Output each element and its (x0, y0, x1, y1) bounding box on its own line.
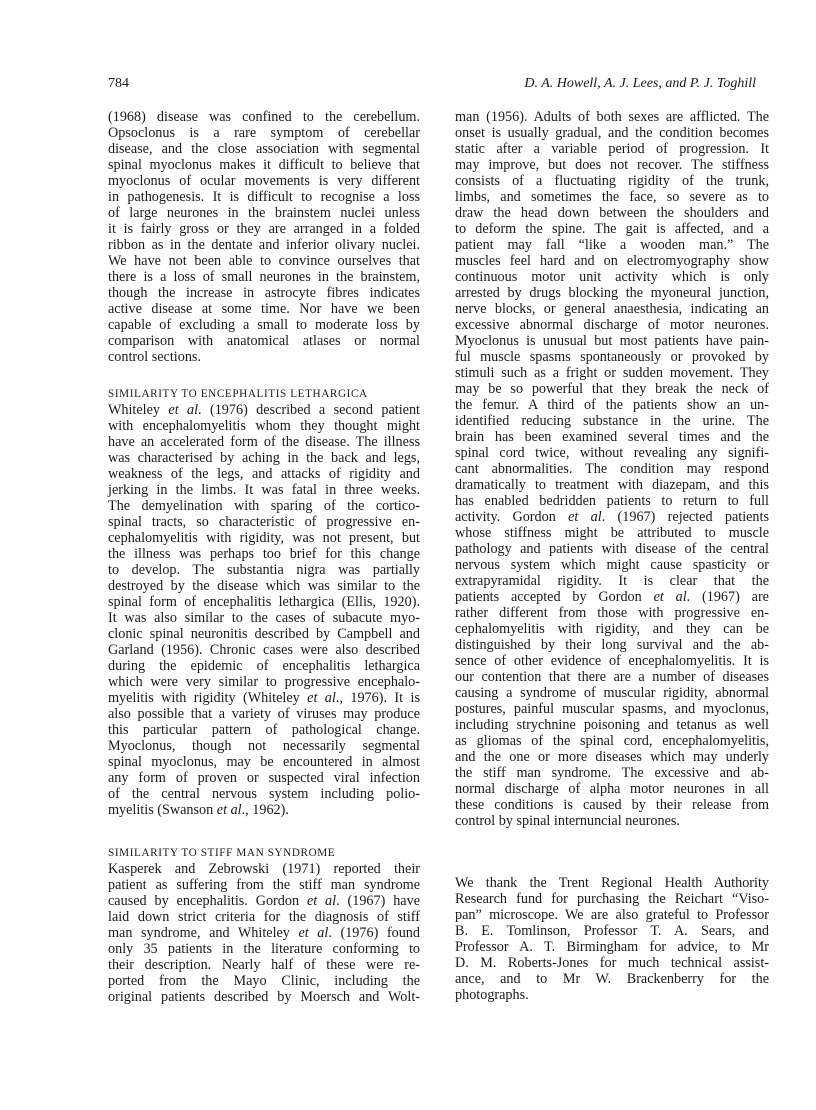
text-line: pan” microscope. We are also grateful to Professor (455, 907, 769, 923)
text-line: muscles feel hard and on electromyography show (455, 253, 769, 269)
text-line: distinguished by their long survival and the ab- (455, 637, 769, 653)
text-line: (1968) disease was confined to the cerebellum. (108, 109, 420, 125)
left-column (108, 109, 420, 1005)
paragraph-stiff-man-continued (455, 109, 769, 829)
running-head-authors: D. A. Howell, A. J. Lees, and P. J. Toghill (524, 76, 756, 91)
text-line: The demyelination with sparing of the cortico- (108, 498, 420, 514)
text-line: whose stiffness might be attributed to muscle (455, 525, 769, 541)
text-line: as gliomas of the spinal cord, encephalomyelitis, (455, 733, 769, 749)
text-line: man syndrome, and Whiteley et al. (1976) found (108, 925, 420, 941)
text-line: the stiff man syndrome. The excessive and ab- (455, 765, 769, 781)
text-line: spinal myoclonus, may be encountered in almost (108, 754, 420, 770)
text-line: ful muscle spasms spontaneously or provoked by (455, 349, 769, 365)
text-line: our contention that there are a number of diseases (455, 669, 769, 685)
text-line: have an accelerated form of the disease. The illness (108, 434, 420, 450)
text-line: brain has been examined several times and the (455, 429, 769, 445)
text-line: weakness of the legs, and attacks of rigidity and (108, 466, 420, 482)
text-line: these conditions is caused by their release from (455, 797, 769, 813)
text-line: pathology and patients with disease of the central (455, 541, 769, 557)
page-number: 784 (108, 76, 129, 91)
text-line: of the central nervous system including polio- (108, 786, 420, 802)
text-line: Whiteley et al. (1976) described a second patient (108, 402, 420, 418)
text-line: Myoclonus is unusual but most patients have pain- (455, 333, 769, 349)
text-line: stimuli such as a fright or sudden movement. They (455, 365, 769, 381)
text-line: consists of a fluctuating rigidity of the trunk, (455, 173, 769, 189)
text-line: though the increase in astrocyte fibres indicates (108, 285, 420, 301)
text-line: continuous motor unit activity which is only (455, 269, 769, 285)
text-line: Myoclonus, though not necessarily segmental (108, 738, 420, 754)
text-line: D. M. Roberts-Jones for much technical assist- (455, 955, 769, 971)
text-line: We thank the Trent Regional Health Authority (455, 875, 769, 891)
text-line: postures, painful muscular spasms, and myoclonus, (455, 701, 769, 717)
text-line: cephalomyelitis with rigidity, and they can be (455, 621, 769, 637)
text-line: causing a syndrome of muscular rigidity, abnormal (455, 685, 769, 701)
paragraph-cerebellum (108, 109, 420, 365)
text-line: activity. Gordon et al. (1967) rejected patients (455, 509, 769, 525)
text-line: control sections. (108, 349, 201, 365)
text-line: spinal cord twice, without revealing any signifi- (455, 445, 769, 461)
text-line: arrested by drugs blocking the myoneural junction, (455, 285, 769, 301)
text-line: disease, and the close association with segmental (108, 141, 420, 157)
text-line: Professor A. T. Birmingham for advice, to Mr (455, 939, 769, 955)
text-line: their description. Nearly half of these were re- (108, 957, 420, 973)
text-line: to deform the spine. The gait is affected, and a (455, 221, 769, 237)
text-line: ported from the Mayo Clinic, including the (108, 973, 420, 989)
section-heading-encephalitis-lethargica: SIMILARITY TO ENCEPHALITIS LETHARGICA (108, 388, 368, 400)
text-line: limbs, and sometimes the face, so severe as to (455, 189, 769, 205)
text-line: of large neurones in the brainstem nuclei unless (108, 205, 420, 221)
text-line: may improve, but does not recover. The stiffness (455, 157, 769, 173)
section-heading-stiff-man-syndrome: SIMILARITY TO STIFF MAN SYNDROME (108, 847, 336, 859)
text-line: patient may fall “like a wooden man.” The (455, 237, 769, 253)
text-line: sence of other evidence of encephalomyelitis. It is (455, 653, 769, 669)
text-line: original patients described by Moersch and Wolt- (108, 989, 420, 1005)
text-line: control by spinal internuncial neurones. (455, 813, 680, 829)
text-line: dramatically to treatment with diazepam, and this (455, 477, 769, 493)
text-line: rather different from those with progressive en- (455, 605, 769, 621)
section-gap (455, 829, 769, 875)
text-line: with encephalomyelitis whom they thought might (108, 418, 420, 434)
paragraph-stiff-man-syndrome (108, 861, 420, 1005)
text-line: Research fund for purchasing the Reichart “Viso- (455, 891, 769, 907)
paragraph-acknowledgements (455, 875, 769, 1003)
text-line: ance, and to Mr W. Brackenberry for the (455, 971, 769, 987)
text-line: the illness was perhaps too brief for this change (108, 546, 420, 562)
text-line: this particular pattern of pathological change. (108, 722, 420, 738)
text-line: man (1956). Adults of both sexes are afflicted. The (455, 109, 769, 125)
text-line: We have not been able to convince ourselves that (108, 253, 420, 269)
text-line: draw the head down between the shoulders and (455, 205, 769, 221)
text-line: during the epidemic of encephalitis lethargica (108, 658, 420, 674)
text-line: cephalomyelitis with rigidity, was not present, but (108, 530, 420, 546)
text-line: excessive abnormal discharge of motor neurones. (455, 317, 769, 333)
text-line: normal discharge of alpha motor neurones in all (455, 781, 769, 797)
text-line: myelitis (Swanson et al., 1962). (108, 802, 289, 818)
text-line: cant abnormalities. The condition may respond (455, 461, 769, 477)
text-line: onset is usually gradual, and the condition becomes (455, 125, 769, 141)
paragraph-encephalitis-lethargica (108, 402, 420, 818)
text-line: it is fairly gross or they are arranged in a folded (108, 221, 420, 237)
text-line: in pathogenesis. It is difficult to recognise a loss (108, 189, 420, 205)
text-line: Kasperek and Zebrowski (1971) reported their (108, 861, 420, 877)
text-line: only 35 patients in the literature conforming to (108, 941, 420, 957)
text-line: spinal form of encephalitis lethargica (Ellis, 1920). (108, 594, 420, 610)
text-line: myoclonus of ocular movements is very different (108, 173, 420, 189)
text-line: caused by encephalitis. Gordon et al. (1967) have (108, 893, 420, 909)
text-line: may be so powerful that they break the neck of (455, 381, 769, 397)
text-line: including strychnine poisoning and tetanus as well (455, 717, 769, 733)
text-line: Opsoclonus is a rare symptom of cerebellar (108, 125, 420, 141)
text-line: nerve blocks, or general anaesthesia, indicating an (455, 301, 769, 317)
text-line: also possible that a variety of viruses may produce (108, 706, 420, 722)
text-line: static after a variable period of progression. It (455, 141, 769, 157)
text-line: which were very similar to progressive encephalo- (108, 674, 420, 690)
text-line: comparison with anatomical atlases or normal (108, 333, 420, 349)
text-line: to develop. The substantia nigra was partially (108, 562, 420, 578)
text-line: extrapyramidal rigidity. It is clear that the (455, 573, 769, 589)
text-line: ribbon as in the dentate and inferior olivary nuclei. (108, 237, 420, 253)
text-line: photographs. (455, 987, 529, 1003)
text-line: identified reducing substance in the urine. The (455, 413, 769, 429)
text-line: spinal tracts, so characteristic of progressive en- (108, 514, 420, 530)
text-line: jerking in the limbs. It was fatal in three weeks. (108, 482, 420, 498)
right-column (455, 109, 769, 1003)
text-line: clonic spinal neuronitis described by Campbell and (108, 626, 420, 642)
text-line: any form of proven or suspected viral infection (108, 770, 420, 786)
text-line: the femur. A third of the patients show an un- (455, 397, 769, 413)
text-line: laid down strict criteria for the diagnosis of stiff (108, 909, 420, 925)
text-line: spinal myoclonus makes it difficult to believe that (108, 157, 420, 173)
text-line: and the one or more diseases which may underly (455, 749, 769, 765)
text-line: B. E. Tomlinson, Professor T. A. Sears, and (455, 923, 769, 939)
text-line: myelitis with rigidity (Whiteley et al., 1976). It is (108, 690, 420, 706)
text-line: has enabled bedridden patients to return to full (455, 493, 769, 509)
text-line: there is a loss of small neurones in the brainstem, (108, 269, 420, 285)
text-line: was characterised by aching in the back and legs, (108, 450, 420, 466)
text-line: patient as suffering from the stiff man syndrome (108, 877, 420, 893)
text-line: nervous system which might cause spasticity or (455, 557, 769, 573)
text-line: Garland (1956). Chronic cases were also described (108, 642, 420, 658)
text-line: active disease at some time. Nor have we been (108, 301, 420, 317)
text-line: It was also similar to the cases of subacute myo- (108, 610, 420, 626)
text-line: destroyed by the disease which was similar to the (108, 578, 420, 594)
text-line: capable of excluding a small to moderate loss by (108, 317, 420, 333)
text-line: patients accepted by Gordon et al. (1967) are (455, 589, 769, 605)
